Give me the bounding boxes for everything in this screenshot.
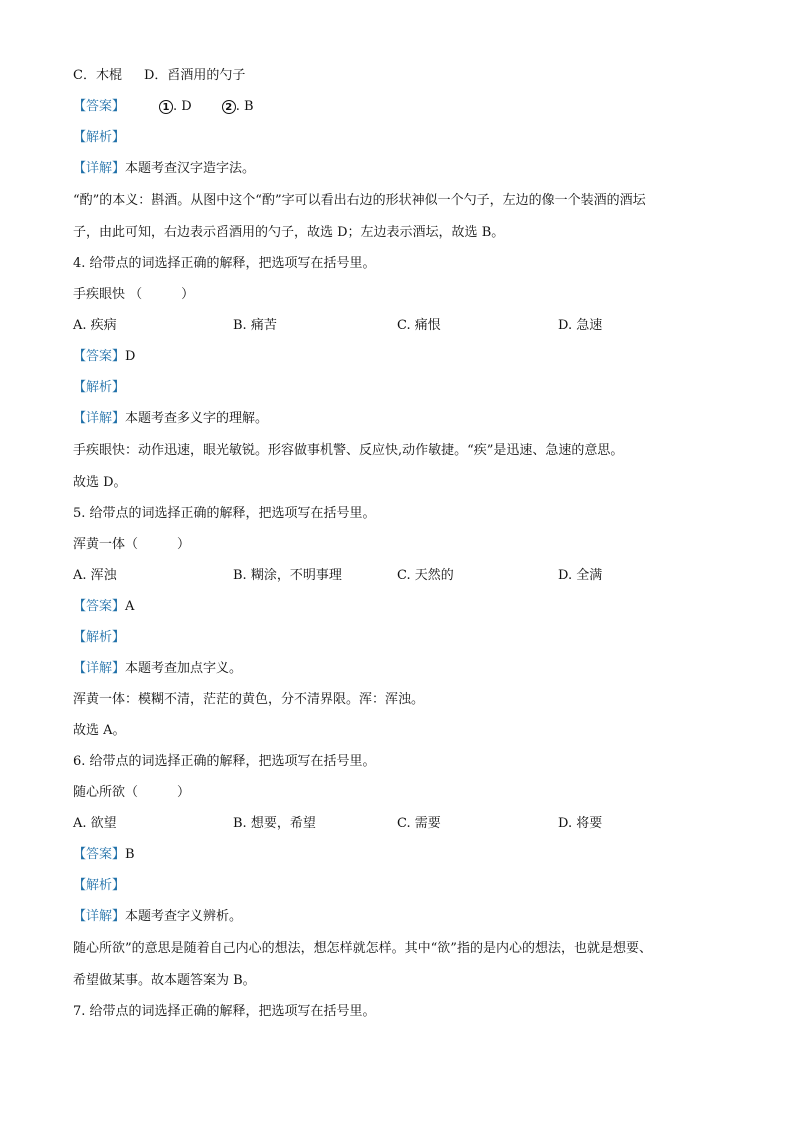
analysis-tag-q5: 【解析】	[73, 630, 126, 645]
options-row-q4	[73, 310, 723, 341]
answer-value: B	[125, 847, 135, 862]
answer-tag: 【答案】	[73, 599, 126, 614]
explanation-line: 浑黄一体：模糊不清，茫茫的黄色，分不清界限。浑：浑浊。	[73, 692, 425, 707]
detail-row-q6	[73, 901, 723, 932]
answer-tag: 【答案】	[73, 349, 126, 364]
option-b: B. 想要，希望	[233, 816, 316, 831]
option-c: C. 需要	[397, 816, 441, 831]
explanation-line: “酌”的本义：斟酒。从图中这个“酌”字可以看出右边的形状神似一个勺子，左边的像一个装酒的酒坛	[73, 193, 646, 208]
question-title-q5: 5. 给带点的词选择正确的解释，把选项写在括号里。	[73, 506, 376, 521]
option-d: D. 将要	[558, 816, 603, 831]
phrase-q4: 手疾眼快 （ ）	[73, 287, 195, 302]
answer-tag: 【答案】	[73, 847, 126, 862]
option-b: B. 痛苦	[233, 318, 277, 333]
detail-tag: 【详解】	[73, 161, 126, 176]
answer-value: A	[125, 599, 135, 614]
answer-row-q3	[73, 91, 723, 122]
detail-text: 本题考查多义字的理解。	[125, 411, 269, 426]
options-row-cd	[73, 60, 723, 91]
question-title-q6: 6. 给带点的词选择正确的解释，把选项写在括号里。	[73, 754, 376, 769]
detail-tag: 【详解】	[73, 411, 126, 426]
explanation-line: 手疾眼快：动作迅速，眼光敏锐。形容做事机警、反应快,动作敏捷。“疾”是迅速、急速的意思。	[73, 443, 624, 458]
answer-value-1: . D	[173, 99, 192, 114]
analysis-tag-q4: 【解析】	[73, 380, 126, 395]
option-d: D．舀酒用的勺子	[143, 68, 246, 83]
detail-text: 本题考查字义辨析。	[125, 909, 243, 924]
detail-tag: 【详解】	[73, 909, 126, 924]
answer-row-q4	[73, 341, 723, 372]
analysis-tag-q3: 【解析】	[73, 130, 126, 145]
detail-tag: 【详解】	[73, 661, 126, 676]
answer-row-q5	[73, 591, 723, 622]
explanation-line: 子，由此可知，右边表示舀酒用的勺子，故选 D；左边表示酒坛，故选 B。	[73, 225, 505, 240]
document-page	[73, 60, 723, 1027]
option-c: C. 痛恨	[397, 318, 441, 333]
circled-number-2-icon: 2	[222, 100, 236, 114]
option-d: D. 急速	[558, 318, 603, 333]
options-row-q6	[73, 808, 723, 839]
phrase-q6: 随心所欲（ ）	[73, 785, 191, 800]
answer-row-q6	[73, 839, 723, 870]
detail-text: 本题考查加点字义。	[125, 661, 243, 676]
phrase-q5: 浑黄一体（ ）	[73, 537, 191, 552]
explanation-line: 希望做某事。故本题答案为 B。	[73, 973, 256, 988]
analysis-tag-q6: 【解析】	[73, 878, 126, 893]
detail-row-q5	[73, 653, 723, 684]
answer-value-2: . B	[235, 99, 254, 114]
question-title-q4: 4. 给带点的词选择正确的解释，把选项写在括号里。	[73, 256, 376, 271]
detail-text: 本题考查汉字造字法。	[125, 161, 256, 176]
conclusion-line: 故选 A。	[73, 723, 126, 738]
option-d: D. 全满	[558, 568, 603, 583]
detail-row-q4	[73, 403, 723, 434]
option-c: C. 天然的	[397, 568, 454, 583]
option-a: A. 欲望	[73, 816, 117, 831]
explanation-line: 随心所欲”的意思是随着自己内心的想法，想怎样就怎样。其中“欲”指的是内心的想法，也就是想要、	[73, 941, 652, 956]
option-c: C．木棍	[73, 68, 122, 83]
detail-row-q3	[73, 153, 723, 184]
question-title-q7: 7. 给带点的词选择正确的解释，把选项写在括号里。	[73, 1004, 376, 1019]
option-a: A. 疾病	[73, 318, 117, 333]
options-row-q5	[73, 560, 723, 591]
option-a: A. 浑浊	[73, 568, 117, 583]
answer-tag: 【答案】	[73, 99, 126, 114]
circled-number-1-icon: 1	[159, 100, 173, 114]
conclusion-line: 故选 D。	[73, 475, 127, 490]
option-b: B. 糊涂，不明事理	[233, 568, 342, 583]
answer-value: D	[125, 349, 136, 364]
